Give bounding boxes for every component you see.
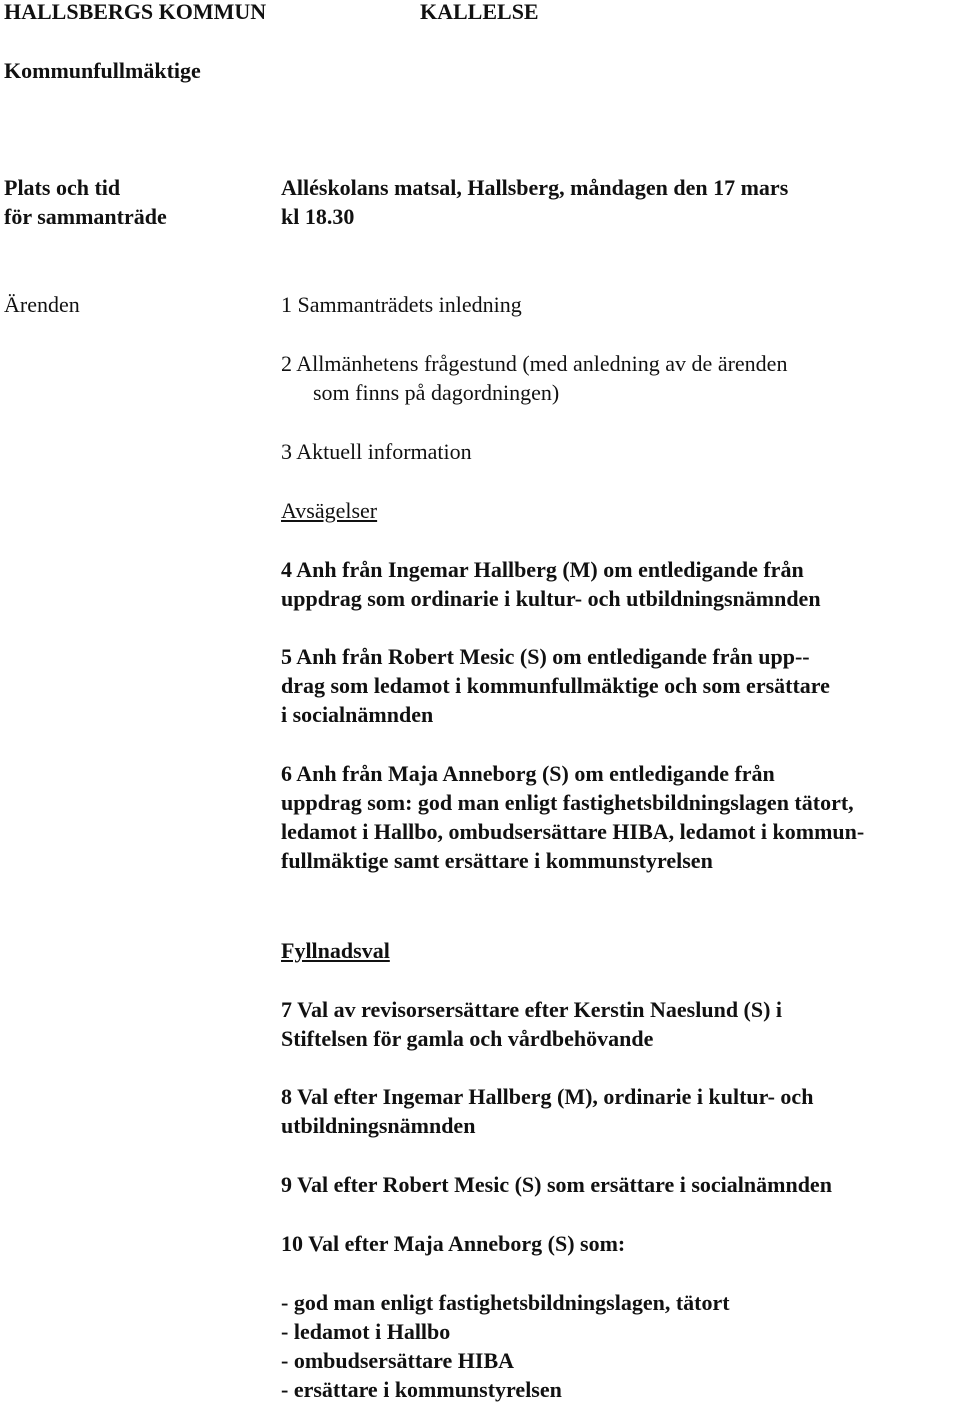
section-heading-fyllnadsval: Fyllnadsval <box>281 938 390 963</box>
agenda-item-10: 10 Val efter Maja Anneborg (S) som: <box>281 1231 626 1256</box>
agenda-item-5-line1: 5 Anh från Robert Mesic (S) om entledigande från upp-- <box>281 644 810 669</box>
agenda-item-8-line2: utbildningsnämnden <box>281 1113 476 1138</box>
document-type: KALLELSE <box>420 0 539 24</box>
meeting-value-line1: Alléskolans matsal, Hallsberg, måndagen den 17 mars <box>281 175 789 200</box>
agenda-item-6-line4: fullmäktige samt ersättare i kommunstyrelsen <box>281 848 713 873</box>
agenda-item-4-line1: 4 Anh från Ingemar Hallberg (M) om entledigande från <box>281 557 804 582</box>
agenda-item-7-line2: Stiftelsen för gamla och vårdbehövande <box>281 1026 654 1051</box>
agenda-item-2-line2: som finns på dagordningen) <box>313 380 560 405</box>
agenda-item-9: 9 Val efter Robert Mesic (S) som ersättare i socialnämnden <box>281 1172 832 1197</box>
bullet-item: - god man enligt fastighetsbildningslagen, tätort <box>281 1290 730 1315</box>
section-heading-avsagelser: Avsägelser <box>281 498 378 523</box>
assembly-name: Kommunfullmäktige <box>4 58 201 83</box>
bullet-item: - ledamot i Hallbo <box>281 1319 451 1344</box>
agenda-label: Ärenden <box>4 292 80 317</box>
agenda-item-4-line2: uppdrag som ordinarie i kultur- och utbildningsnämnden <box>281 586 821 611</box>
agenda-item-8-line1: 8 Val efter Ingemar Hallberg (M), ordinarie i kultur- och <box>281 1084 814 1109</box>
agenda-item-6-line3: ledamot i Hallbo, ombudsersättare HIBA, ledamot i kommun- <box>281 819 865 844</box>
meeting-value-line2: kl 18.30 <box>281 204 355 229</box>
agenda-item-2-line1: 2 Allmänhetens frågestund (med anledning av de ärenden <box>281 351 788 376</box>
meeting-label-line1: Plats och tid <box>4 175 121 200</box>
municipality-name: HALLSBERGS KOMMUN <box>4 0 267 24</box>
agenda-item-1: 1 Sammanträdets inledning <box>281 292 522 317</box>
meeting-label-line2: för sammanträde <box>4 204 167 229</box>
agenda-item-6-line1: 6 Anh från Maja Anneborg (S) om entledigande från <box>281 761 775 786</box>
agenda-item-6-line2: uppdrag som: god man enligt fastighetsbildningslagen tätort, <box>281 790 854 815</box>
bullet-item: - ersättare i kommunstyrelsen <box>281 1377 562 1402</box>
bullet-item: - ombudsersättare HIBA <box>281 1348 515 1373</box>
agenda-item-5-line3: i socialnämnden <box>281 702 434 727</box>
agenda-item-7-line1: 7 Val av revisorsersättare efter Kerstin Naeslund (S) i <box>281 997 783 1022</box>
agenda-item-3: 3 Aktuell information <box>281 439 472 464</box>
agenda-item-5-line2: drag som ledamot i kommunfullmäktige och som ersättare <box>281 673 830 698</box>
